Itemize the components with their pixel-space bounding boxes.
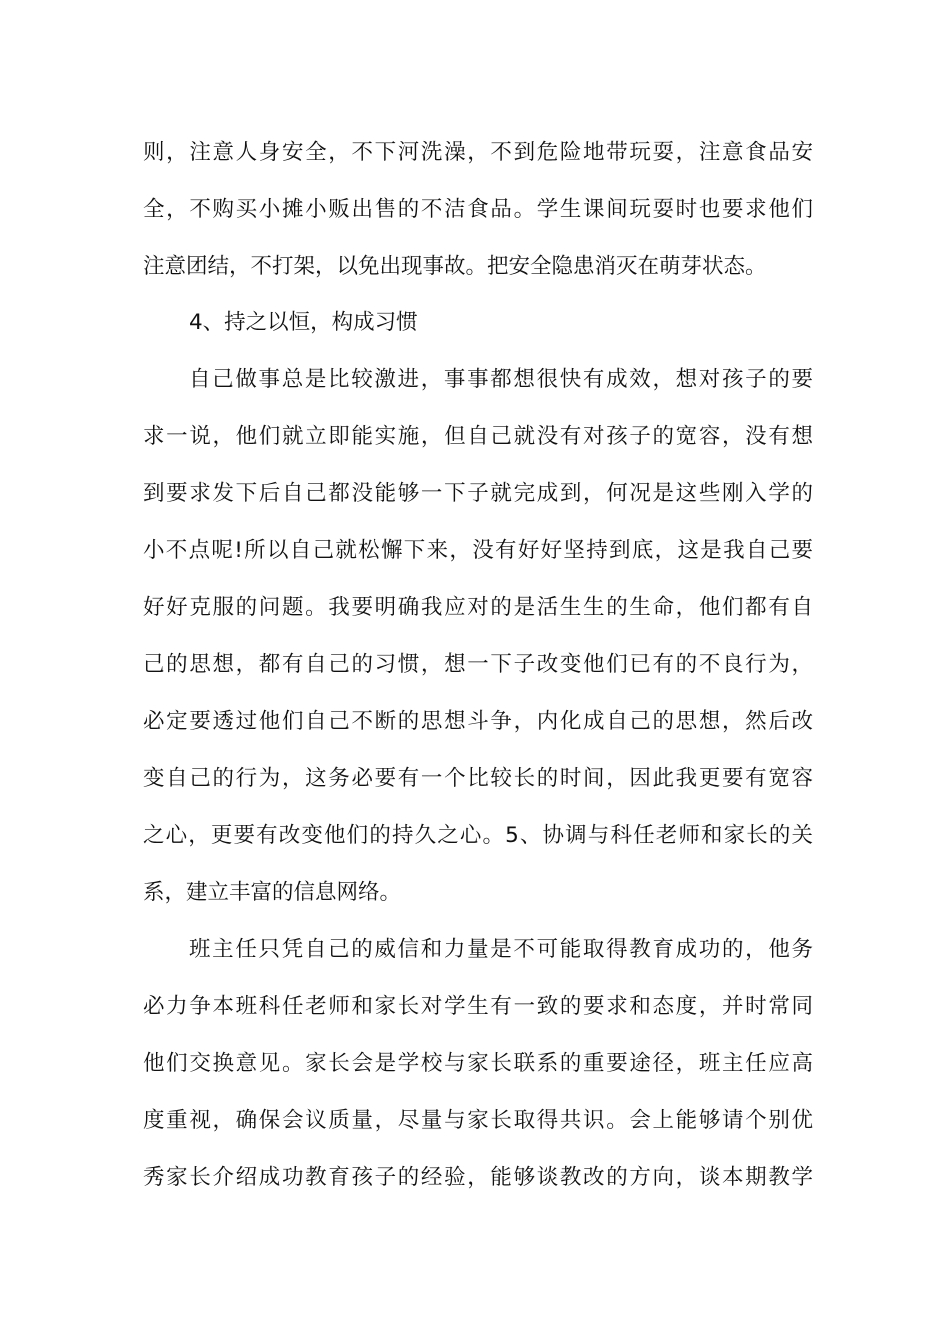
- paragraph-line: 系，建立丰富的信息网络。: [143, 880, 402, 905]
- paragraph-line: 则，注意人身安全，不下河洗澡，不到危险地带玩耍，注意食品安: [143, 140, 813, 165]
- paragraph-line: 好好克服的问题。我要明确我应对的是活生生的生命，他们都有自: [143, 595, 813, 620]
- paragraph-line: 必力争本班科任老师和家长对学生有一致的要求和态度，并时常同: [143, 994, 813, 1019]
- paragraph-line: 变自己的行为，这务必要有一个比较长的时间，因此我更要有宽容: [143, 766, 813, 791]
- section-heading: 4、持之以恒，构成习惯: [189, 310, 418, 335]
- paragraph-line: 自己做事总是比较激进，事事都想很快有成效，想对孩子的要: [189, 367, 813, 392]
- paragraph-line: 己的思想，都有自己的习惯，想一下子改变他们已有的不良行为，: [143, 652, 813, 677]
- paragraph-line: 必定要透过他们自己不断的思想斗争，内化成自己的思想，然后改: [143, 709, 813, 734]
- paragraph-line: 他们交换意见。家长会是学校与家长联系的重要途径，班主任应高: [143, 1051, 813, 1076]
- paragraph-line: 全，不购买小摊小贩出售的不洁食品。学生课间玩耍时也要求他们: [143, 197, 813, 222]
- paragraph-line: 之心，更要有改变他们的持久之心。5、协调与科任老师和家长的关: [143, 823, 813, 848]
- paragraph-line: 小不点呢!所以自己就松懈下来，没有好好坚持到底，这是我自己要: [143, 538, 813, 563]
- paragraph-line: 秀家长介绍成功教育孩子的经验，能够谈教改的方向，谈本期教学: [143, 1165, 813, 1190]
- paragraph-line: 求一说，他们就立即能实施，但自己就没有对孩子的宽容，没有想: [143, 424, 813, 449]
- paragraph-line: 度重视，确保会议质量，尽量与家长取得共识。会上能够请个别优: [143, 1108, 813, 1133]
- paragraph-line: 到要求发下后自己都没能够一下子就完成到，何况是这些刚入学的: [143, 481, 813, 506]
- paragraph-line: 班主任只凭自己的威信和力量是不可能取得教育成功的，他务: [189, 937, 813, 962]
- paragraph-line: 注意团结，不打架，以免出现事故。把安全隐患消灭在萌芽状态。: [143, 254, 767, 279]
